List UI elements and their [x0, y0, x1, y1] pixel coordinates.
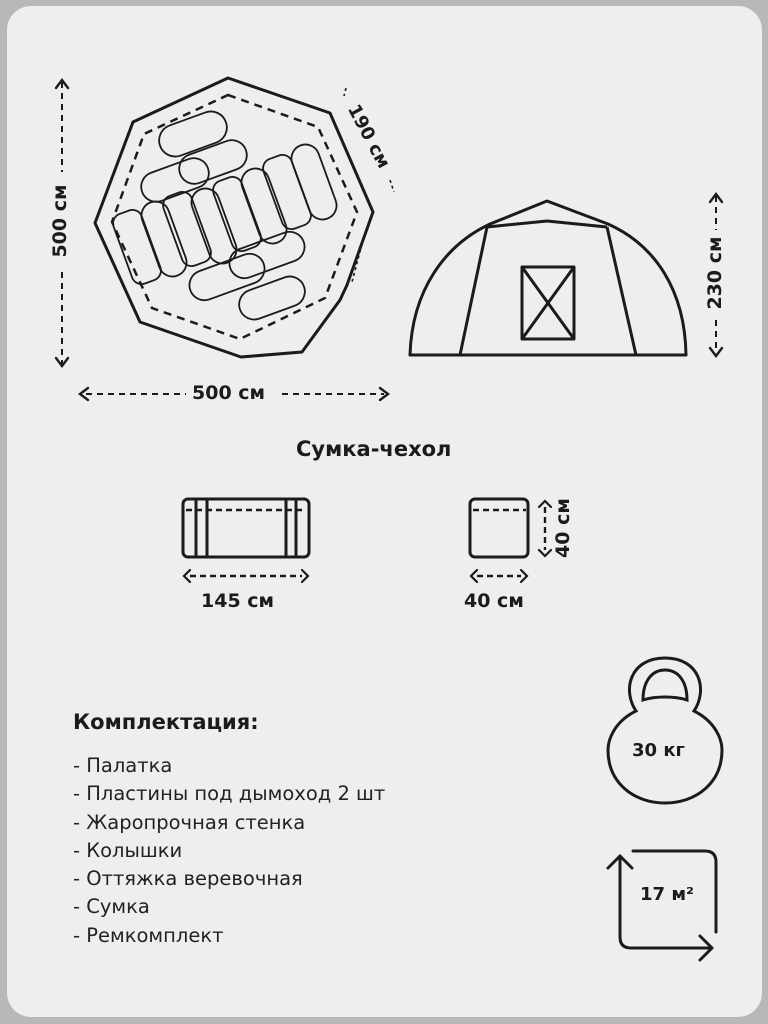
kit-item: - Жаропрочная стенка [73, 810, 306, 834]
bag-title: Сумка-чехол [296, 437, 452, 461]
floor-side-label: 190 см [343, 101, 395, 172]
kit-item: - Сумка [73, 895, 150, 919]
kit-item: - Колышки [73, 838, 183, 862]
weight-label: 30 кг [632, 740, 685, 761]
kit-title: Комплектация: [73, 710, 259, 734]
kit-item: - Ремкомплект [73, 923, 224, 947]
bag-width-label: 40 см [464, 590, 524, 612]
bag-length-label: 145 см [201, 590, 275, 612]
front-height-label: 230 см [704, 236, 726, 310]
kit-item: - Палатка [73, 754, 173, 777]
floor-height-label: 500 см [49, 184, 71, 258]
kit-item: - Пластины под дымоход 2 шт [73, 782, 386, 806]
floor-width-label: 500 см [192, 382, 266, 404]
area-label: 17 м² [640, 884, 694, 905]
bag-height-label: 40 см [552, 498, 574, 558]
kit-item: - Оттяжка веревочная [73, 867, 303, 891]
